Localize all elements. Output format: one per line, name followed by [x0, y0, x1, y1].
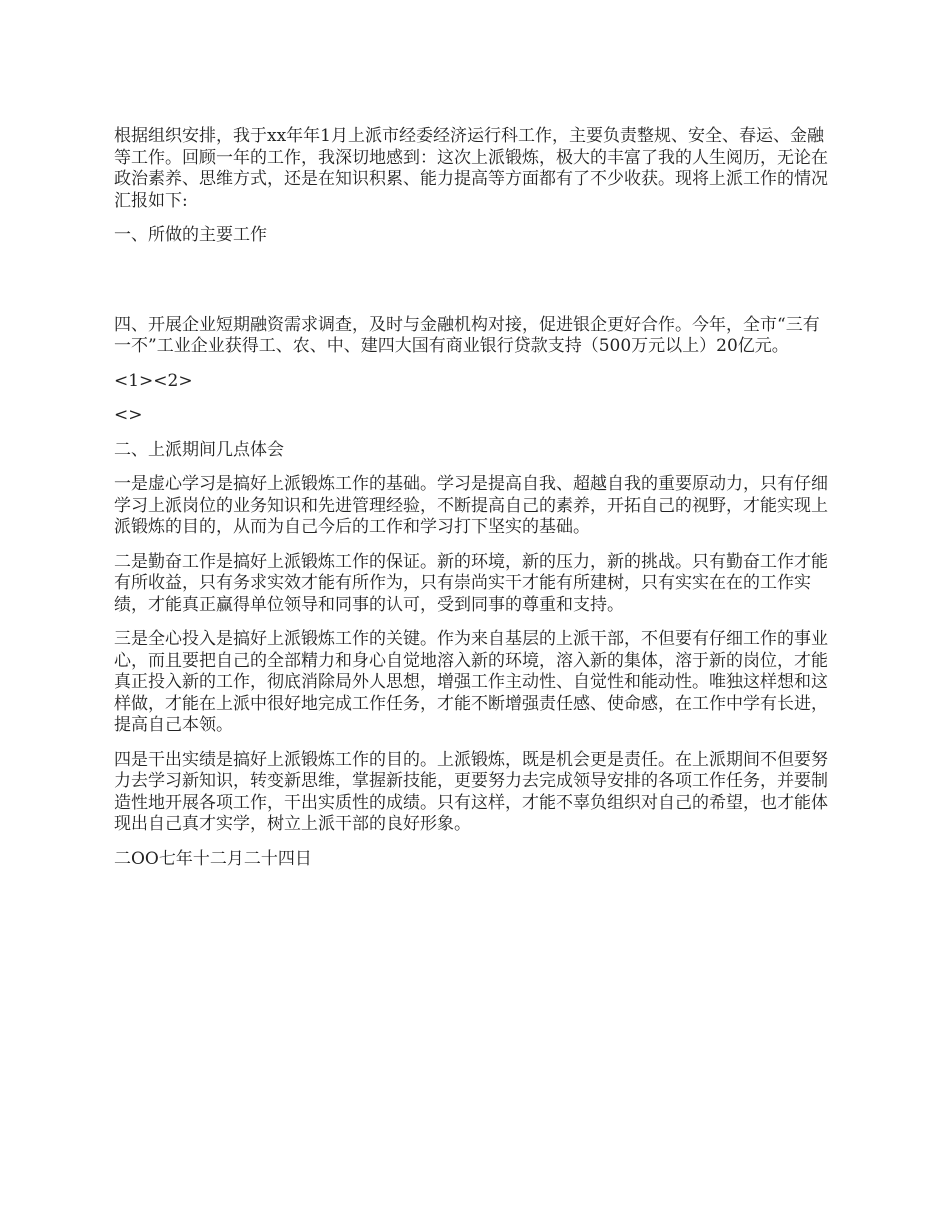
document-date: 二OO七年十二月二十四日: [114, 848, 312, 869]
intro-paragraph: 根据组织安排，我于xx年年1月上派市经委经济运行科工作，主要负责整规、安全、春运、金融等工作。回顾一年的工作，我深切地感到：这次上派锻炼，极大的丰富了我的人生阅历，无论在政治素养、思维方式，还是在知识积累、能力提高等方面都有了不少收获。现将上派工作的情况汇报如下:: [114, 126, 828, 211]
pagination-text: <1><2>: [114, 370, 193, 391]
section-heading-main-work: 一、所做的主要工作: [114, 225, 267, 245]
blank-gap: [114, 260, 836, 315]
document-body: [114, 126, 836, 883]
point-2-paragraph: 二是勤奋工作是搞好上派锻炼工作的保证。新的环境，新的压力，新的挑战。只有勤奋工作才能有所收益，只有务求实效才能有所作为，只有崇尚实干才能有所建树，只有实实在在的工作实绩，才能真正赢得单位领导和同事的认可，受到同事的尊重和支持。: [114, 551, 828, 615]
point-1-paragraph: 一是虚心学习是搞好上派锻炼工作的基础。学习是提高自我、超越自我的重要原动力，只有仔细学习上派岗位的业务知识和先进管理经验，不断提高自己的素养，开拓自己的视野，才能实现上派锻炼的目的，从而为自己今后的工作和学习打下坚实的基础。: [114, 474, 828, 537]
point-3-paragraph: 三是全心投入是搞好上派锻炼工作的关键。作为来自基层的上派干部，不但要有仔细工作的事业心，而且要把自己的全部精力和身心自觉地溶入新的环境，溶入新的集体，溶于新的岗位，才能真正投入新的工作，彻底消除局外人思想，增强工作主动性、自觉性和能动性。唯独这样想和这样做，才能在上派中很好地完成工作任务，才能不断增强责任感、使命感，在工作中学有长进，提高自己本领。: [114, 629, 828, 735]
item-4-paragraph: 四、开展企业短期融资需求调查，及时与金融机构对接，促进银企更好合作。今年，全市“三有一不”工业企业获得工、农、中、建四大国有商业银行贷款支持（500万元以上）20亿元。: [114, 314, 820, 356]
point-4-paragraph: 四是干出实绩是搞好上派锻炼工作的目的。上派锻炼，既是机会更是责任。在上派期间不但要努力去学习新知识，转变新思维，掌握新技能，更要努力去完成领导安排的各项工作任务，并要制造性地开展各项工作，干出实质性的成绩。只有这样，才能不辜负组织对自己的希望，也才能体现出自己真才实学，树立上派干部的良好形象。: [114, 749, 828, 834]
empty-marker-text: <>: [114, 405, 143, 425]
section-heading-experiences: 二、上派期间几点体会: [114, 439, 284, 460]
